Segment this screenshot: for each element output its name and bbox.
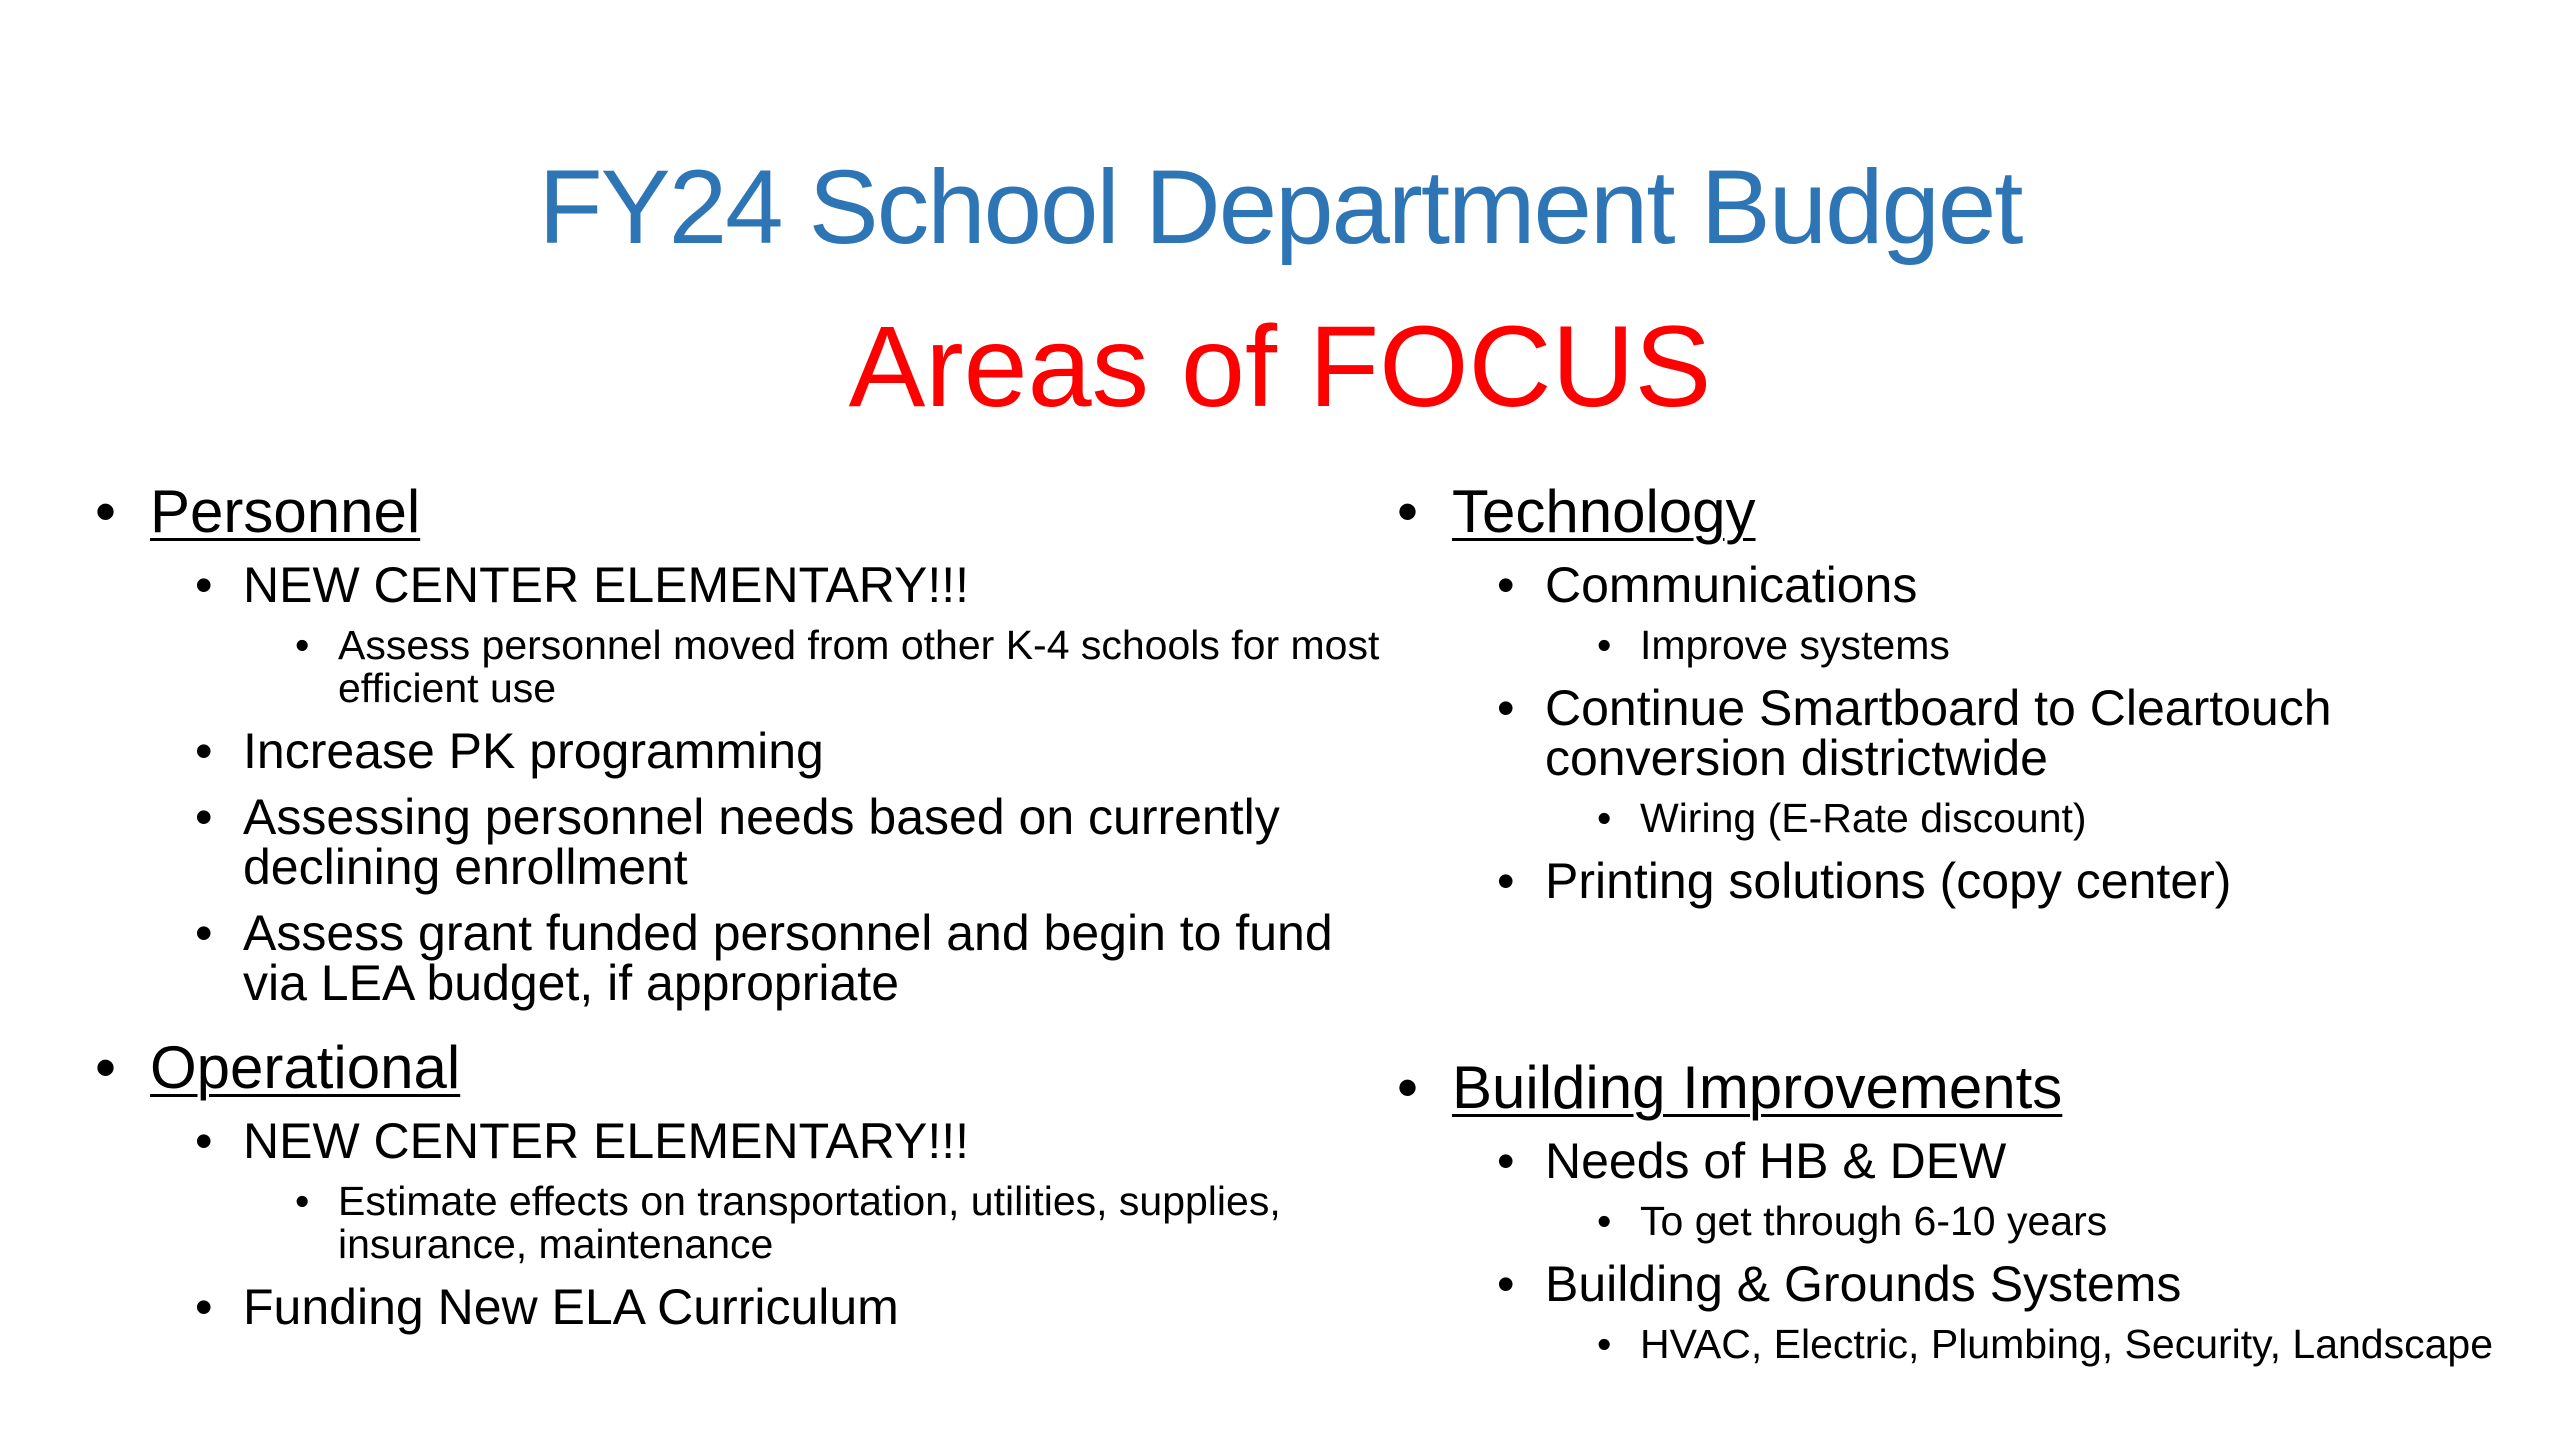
list-item-text: Assessing personnel needs based on currently declining enrollment	[243, 789, 1280, 895]
list-item	[95, 1113, 1405, 1169]
list-item-text: Communications	[1545, 557, 1918, 613]
list-item-text: Assess grant funded personnel and begin to fund via LEA budget, if appropriate	[243, 905, 1333, 1011]
list-item	[1397, 853, 2537, 909]
bullet-icon: •	[195, 789, 213, 845]
bullet-icon: •	[1497, 680, 1515, 736]
list-item	[95, 557, 1405, 613]
right-column	[1397, 478, 2537, 1366]
sub-list-item	[1397, 797, 2537, 840]
list-item	[1397, 1133, 2537, 1189]
bullet-icon: •	[1497, 557, 1515, 613]
bullet-icon: •	[295, 622, 310, 668]
slide-subtitle: Areas of FOCUS	[848, 303, 1712, 431]
bullet-icon: •	[295, 1178, 310, 1224]
sub-list-item	[95, 1180, 1405, 1266]
list-item-text: NEW CENTER ELEMENTARY!!!	[243, 557, 970, 613]
bullet-icon: •	[1497, 1133, 1515, 1189]
bullet-icon: •	[95, 478, 117, 545]
left-column	[95, 478, 1405, 1335]
bullet-icon: •	[1597, 795, 1612, 841]
sub-list-item	[95, 624, 1405, 710]
list-item-text: Building & Grounds Systems	[1545, 1256, 2182, 1312]
bullet-icon: •	[195, 1279, 213, 1335]
list-item-text: Increase PK programming	[243, 723, 824, 779]
bullet-icon: •	[195, 1113, 213, 1169]
bullet-icon: •	[1597, 622, 1612, 668]
bullet-icon: •	[1497, 1256, 1515, 1312]
section-heading: Technology	[1452, 478, 1756, 545]
bullet-icon: •	[195, 905, 213, 961]
sub-list-item	[1397, 624, 2537, 667]
section-heading: Building Improvements	[1452, 1054, 2063, 1121]
list-item	[95, 723, 1405, 779]
section-heading: Operational	[150, 1034, 461, 1101]
sub-list-item-text: Estimate effects on transportation, utilities, supplies, insurance, maintenance	[338, 1178, 1281, 1267]
list-item	[1397, 557, 2537, 613]
bullet-icon: •	[1497, 853, 1515, 909]
list-item-text: Needs of HB & DEW	[1545, 1133, 2007, 1189]
slide-title: FY24 School Department Budget	[538, 149, 2022, 266]
bullet-icon: •	[95, 1034, 117, 1101]
sub-list-item-text: To get through 6-10 years	[1640, 1198, 2108, 1244]
section-building-improvements	[1397, 1054, 2537, 1122]
sub-list-item-text: Wiring (E-Rate discount)	[1640, 795, 2087, 841]
section-technology	[1397, 478, 2537, 546]
sub-list-item-text: HVAC, Electric, Plumbing, Security, Landscape	[1640, 1321, 2494, 1367]
section-operational	[95, 1034, 1405, 1102]
list-item	[95, 789, 1405, 895]
list-item-text: Funding New ELA Curriculum	[243, 1279, 899, 1335]
bullet-icon: •	[195, 557, 213, 613]
sub-list-item-text: Improve systems	[1640, 622, 1950, 668]
list-item-text: Printing solutions (copy center)	[1545, 853, 2232, 909]
bullet-icon: •	[1397, 1054, 1419, 1121]
list-item-text: NEW CENTER ELEMENTARY!!!	[243, 1113, 970, 1169]
sub-list-item	[1397, 1200, 2537, 1243]
sub-list-item-text: Assess personnel moved from other K-4 schools for most efficient use	[338, 622, 1380, 711]
bullet-icon: •	[195, 723, 213, 779]
bullet-icon: •	[1397, 478, 1419, 545]
list-item	[1397, 1256, 2537, 1312]
bullet-icon: •	[1597, 1321, 1612, 1367]
sub-list-item	[1397, 1323, 2537, 1366]
section-heading: Personnel	[150, 478, 421, 545]
list-item-text: Continue Smartboard to Cleartouch conversion districtwide	[1545, 680, 2332, 786]
bullet-icon: •	[1597, 1198, 1612, 1244]
list-item	[1397, 680, 2537, 786]
section-personnel	[95, 478, 1405, 546]
list-item	[95, 1279, 1405, 1335]
list-item	[95, 905, 1405, 1011]
